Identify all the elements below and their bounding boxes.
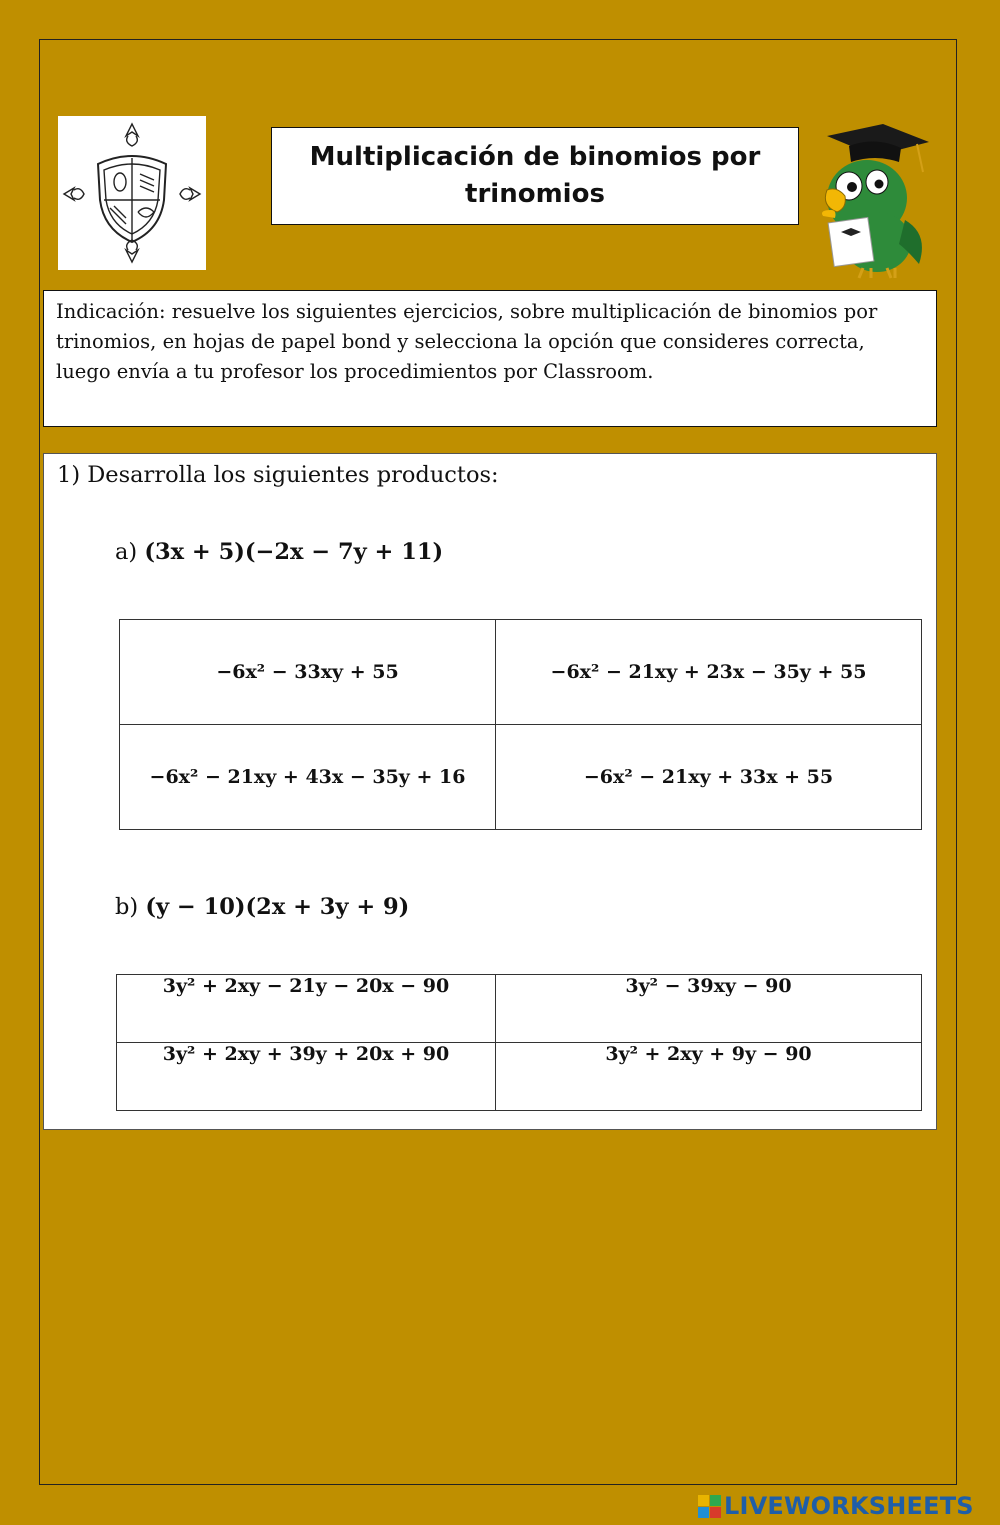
option-b4[interactable]: 3y² + 2xy + 9y − 90 <box>496 1043 922 1111</box>
exercise-a-options <box>119 619 922 830</box>
watermark-text: LIVEWORKSHEETS <box>724 1492 974 1520</box>
exercise-b-options <box>116 974 922 1111</box>
school-crest-icon <box>58 116 206 270</box>
option-b1[interactable]: 3y² + 2xy − 21y − 20x − 90 <box>117 975 496 1043</box>
option-a4[interactable]: −6x² − 21xy + 33x + 55 <box>496 725 922 830</box>
instructions-box: Indicación: resuelve los siguientes ejercicios, sobre multiplicación de binomios por trinomios, en hojas de papel bond y selecciona la opción que consideres correcta, luego envía a tu profesor los procedimientos por Classroom. <box>43 290 937 427</box>
option-a2[interactable]: −6x² − 21xy + 23x − 35y + 55 <box>496 620 922 725</box>
option-a1[interactable]: −6x² − 33xy + 55 <box>120 620 496 725</box>
parrot-graduate-icon <box>805 120 935 280</box>
exercise-b-statement <box>115 894 409 920</box>
worksheet-title: Multiplicación de binomios por trinomios <box>271 127 799 225</box>
exercise-a-expression: (3x + 5)(−2x − 7y + 11) <box>144 539 444 565</box>
option-b3[interactable]: 3y² + 2xy + 39y + 20x + 90 <box>117 1043 496 1111</box>
liveworksheets-logo-icon <box>698 1495 721 1518</box>
option-a3[interactable]: −6x² − 21xy + 43x − 35y + 16 <box>120 725 496 830</box>
option-b2[interactable]: 3y² − 39xy − 90 <box>496 975 922 1043</box>
parrot-mascot <box>805 120 935 280</box>
liveworksheets-watermark <box>698 1490 974 1522</box>
question-heading: 1) Desarrolla los siguientes productos: <box>57 462 499 488</box>
exercise-a-statement <box>115 539 443 565</box>
exercise-a-label: a) <box>115 539 138 565</box>
exercise-b-expression: (y − 10)(2x + 3y + 9) <box>145 894 410 920</box>
exercise-panel <box>43 453 937 1130</box>
exercise-b-label: b) <box>115 894 139 920</box>
school-logo <box>58 116 206 270</box>
